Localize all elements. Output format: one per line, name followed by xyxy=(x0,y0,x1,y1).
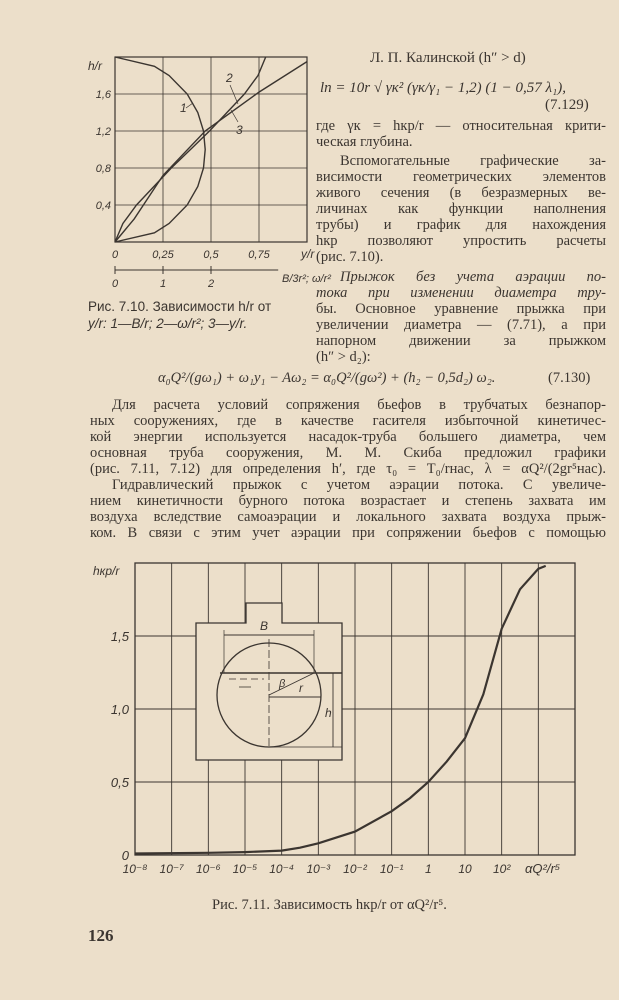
x-tick-label: 0,5 xyxy=(203,249,219,261)
inset-frame xyxy=(196,603,342,760)
text-line: нием кинетичности бурного потока возрастает и степень захвата им xyxy=(90,493,606,509)
x-tick-label: 10⁻⁴ xyxy=(269,862,295,876)
y-tick-label: 1,0 xyxy=(110,702,129,717)
text-line: ных сооружениях, где в качестве гасителя избыточной кинетичес- xyxy=(90,413,606,429)
text-line: трубы) и график для нахождения xyxy=(316,217,606,233)
y-tick-label: 0,4 xyxy=(95,200,111,212)
text-line: кой энергии используется насадок-труба большего диаметра, чем xyxy=(90,429,606,445)
y-axis-label: h/r xyxy=(88,59,103,73)
figure-7-10-caption: Рис. 7.10. Зависимости h/r от xyxy=(88,299,272,314)
x-axis-label: y/r xyxy=(301,247,315,261)
x-tick-label: 10⁻⁷ xyxy=(159,862,184,876)
x-tick-label: 10⁻⁵ xyxy=(232,862,258,876)
leader-line-2 xyxy=(230,85,238,104)
author-line: Л. П. Калинской (h″ > d) xyxy=(370,50,526,66)
figure-7-11-chart xyxy=(0,540,619,890)
x-axis-label: αQ²/r⁵ xyxy=(525,861,561,876)
x-tick-label: 10⁻⁶ xyxy=(195,862,221,876)
text-line: (рис. 7.11, 7.12) для определения h′, где τ₀ = T₀/rнас, λ = αQ²/(2gr⁵нас). xyxy=(90,461,606,477)
text-line: (рис. 7.10). xyxy=(316,249,384,265)
x-tick-label: 10² xyxy=(492,862,511,876)
x-tick-label: 10⁻¹ xyxy=(379,862,404,876)
y-tick-label: 0 xyxy=(121,848,129,863)
secondary-tick-label: 2 xyxy=(207,278,215,290)
x-tick-label: 10⁻² xyxy=(343,862,367,876)
text-line: тока при изменении диаметра тру- xyxy=(316,285,606,301)
y-axis-label: hкр/r xyxy=(93,564,120,578)
figure-7-11-caption: Рис. 7.11. Зависимость hкр/r от αQ²/r⁵. xyxy=(212,897,447,913)
equation-number-7-130: (7.130) xyxy=(548,370,591,386)
secondary-tick-label: 0 xyxy=(111,278,119,290)
x-tick-label: 10⁻⁸ xyxy=(122,862,148,876)
text-line: ческая глубина. xyxy=(316,134,413,150)
text-line: увеличении диаметра — (7.71), а при xyxy=(316,317,606,333)
series-curve-1 xyxy=(115,57,205,242)
x-tick-label: 0 xyxy=(111,249,119,261)
x-tick-label: 0,25 xyxy=(152,249,174,261)
inset-label-B: B xyxy=(259,619,269,633)
y-tick-label: 0,5 xyxy=(110,775,129,790)
y-tick-label: 1,2 xyxy=(95,126,111,138)
formula-7-129: lп = 10r √ γк² (γк/γ₁ − 1,2) (1 − 0,57 λ₁), xyxy=(320,80,566,96)
inset-label-r: r xyxy=(299,681,303,695)
y-tick-label: 1,6 xyxy=(95,89,111,101)
pipe-cross-section-inset xyxy=(196,603,342,760)
inset-label-h: h xyxy=(325,706,332,720)
page-number: 126 xyxy=(88,926,114,945)
secondary-axis-label: B/3r²; ω/r² xyxy=(282,273,331,285)
x-tick-label: 0,75 xyxy=(248,249,270,261)
text-line: основная труба сооружения, М. М. Скиба предложил графики xyxy=(90,445,606,461)
text-line: воздуха вследствие самоаэрации и локального захвата воздуха прыж- xyxy=(90,509,606,525)
text-line: где γк = hкр/r — относительная крити- xyxy=(316,118,606,134)
text-line: живого сечения (в безразмерных ве- xyxy=(316,185,606,201)
inset-label-beta: β xyxy=(279,678,286,690)
text-line: hкр позволяют упростить расчеты xyxy=(316,233,606,249)
x-tick-label: 10 xyxy=(458,862,472,876)
series-label-3: 3 xyxy=(236,123,243,137)
y-tick-label: 1,5 xyxy=(110,629,129,644)
text-line: Для расчета условий сопряжения бьефов в трубчатых безнапор- xyxy=(112,397,606,413)
leader-line-1 xyxy=(186,103,193,108)
figure-7-10-caption-line2: y/r: 1—B/r; 2—ω/r²; 3—y/r. xyxy=(88,316,248,331)
text-line: (h″ > d₂): xyxy=(316,349,371,365)
text-line: напорном движении за прыжком xyxy=(316,333,606,349)
text-line: Вспомогательные графические за- xyxy=(340,153,606,169)
text-line: Гидравлический прыжок с учетом аэрации потока. С увеличе- xyxy=(112,477,606,493)
x-tick-label: 10⁻³ xyxy=(306,862,331,876)
y-tick-label: 0,8 xyxy=(95,163,111,175)
text-line: Прыжок без учета аэрации по- xyxy=(340,269,606,285)
leader-line-3 xyxy=(231,110,238,122)
x-tick-label: 1 xyxy=(424,862,432,876)
text-line: висимости геометрических элементов xyxy=(316,169,606,185)
text-line: личинах как функции наполнения xyxy=(316,201,606,217)
equation-number-7-129: (7.129) xyxy=(545,97,589,113)
text-line: бы. Основное уравнение прыжка при xyxy=(316,301,606,317)
text-line: ком. В связи с этим учет аэрации при сопряжении бьефов с помощью xyxy=(90,525,606,541)
series-label-1: 1 xyxy=(180,101,187,115)
formula-7-130: α₀Q²/(gω₁) + ω₁y₁ − Aω₂ = α₀Q²/(gω²) + (h₂ − 0,5d₂) ω₂. xyxy=(158,370,496,386)
secondary-tick-label: 1 xyxy=(159,278,167,290)
series-label-2: 2 xyxy=(226,71,233,85)
figure-7-10-chart xyxy=(0,0,619,300)
